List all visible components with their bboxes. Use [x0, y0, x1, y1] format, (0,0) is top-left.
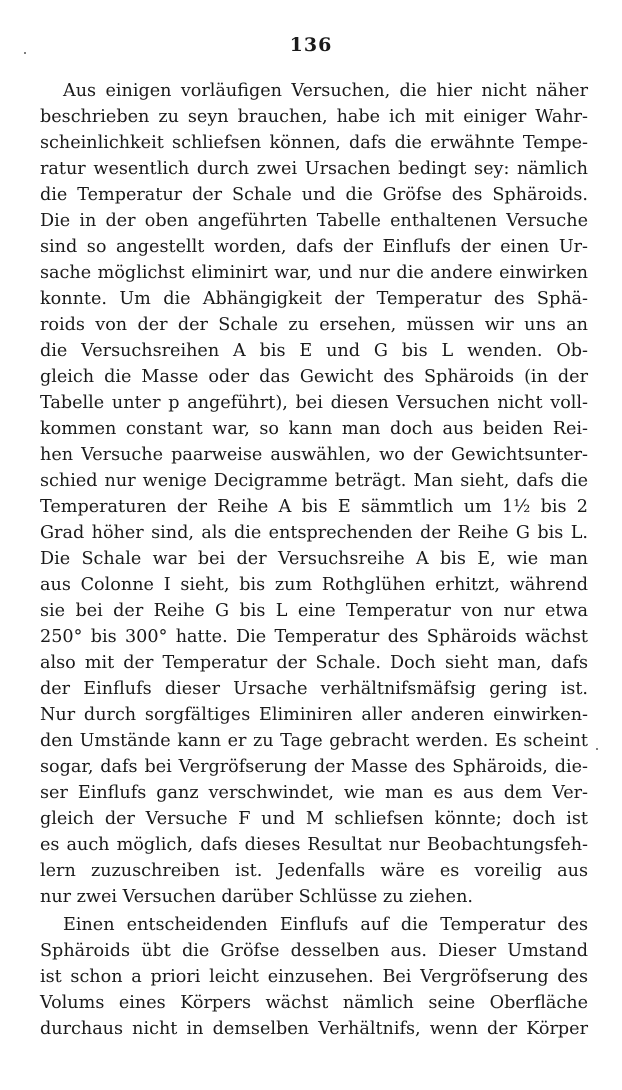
text-line: Temperaturen der Reihe A bis E sämmtlich um 1½ bis 2 [40, 497, 588, 517]
text-line: Sphäroids übt die Gröfse desselben aus. Dieser Umstand [40, 941, 588, 961]
text-line: konnte. Um die Abhängigkeit der Temperatur des Sphä- [40, 289, 588, 309]
text-line: die Temperatur der Schale und die Gröfse des Sphäroids. [40, 185, 588, 205]
text-line: roids von der der Schale zu ersehen, müssen wir uns an [40, 315, 588, 335]
text-line: beschrieben zu seyn brauchen, habe ich mit einiger Wahr- [40, 107, 588, 127]
page-number: 136 [289, 34, 333, 56]
text-line: Aus einigen vorläufigen Versuchen, die hier nicht näher [63, 81, 588, 101]
text-line: kommen constant war, so kann man doch aus beiden Rei- [40, 419, 588, 439]
text-line: sache möglichst eliminirt war, und nur die andere einwirken [40, 263, 588, 283]
text-line: Die in der oben angeführten Tabelle enthaltenen Versuche [40, 211, 588, 231]
print-speck [596, 748, 598, 750]
text-line: gleich der Versuche F und M schliefsen könnte; doch ist [40, 809, 588, 829]
text-line: aus Colonne I sieht, bis zum Rothglühen erhitzt, während [40, 575, 588, 595]
text-line: sie bei der Reihe G bis L eine Temperatur von nur etwa [40, 601, 588, 621]
text-line: der Einflufs dieser Ursache verhältnifsmäfsig gering ist. [40, 679, 588, 699]
text-line: Die Schale war bei der Versuchsreihe A bis E, wie man [40, 549, 588, 569]
text-line: Tabelle unter p angeführt), bei diesen Versuchen nicht voll- [40, 393, 588, 413]
text-line: Einen entscheidenden Einflufs auf die Temperatur des [63, 915, 588, 935]
text-line: 250° bis 300° hatte. Die Temperatur des Sphäroids wächst [40, 627, 588, 647]
text-line: hen Versuche paarweise auswählen, wo der Gewichtsunter- [40, 445, 588, 465]
text-line: lern zuzuschreiben ist. Jedenfalls wäre es voreilig aus [40, 861, 588, 881]
paragraph-2 [40, 912, 588, 1042]
text-line: den Umstände kann er zu Tage gebracht werden. Es scheint [40, 731, 588, 751]
body-text [40, 78, 588, 1042]
text-line: Volums eines Körpers wächst nämlich seine Oberfläche [40, 993, 588, 1013]
paragraph-1 [40, 78, 588, 910]
text-line: schied nur wenige Decigramme beträgt. Man sieht, dafs die [40, 471, 588, 491]
text-line: Nur durch sorgfältiges Eliminiren aller anderen einwirken- [40, 705, 588, 725]
text-line: ratur wesentlich durch zwei Ursachen bedingt sey: nämlich [40, 159, 588, 179]
text-line: also mit der Temperatur der Schale. Doch sieht man, dafs [40, 653, 588, 673]
text-line: gleich die Masse oder das Gewicht des Sphäroids (in der [40, 367, 588, 387]
text-line: nur zwei Versuchen darüber Schlüsse zu ziehen. [40, 887, 474, 907]
text-line: Grad höher sind, als die entsprechenden der Reihe G bis L. [40, 523, 588, 543]
text-line: es auch möglich, dafs dieses Resultat nur Beobachtungsfeh- [40, 835, 588, 855]
print-speck [24, 52, 26, 54]
text-line: scheinlichkeit schliefsen können, dafs die erwähnte Tempe- [40, 133, 588, 153]
text-line: sind so angestellt worden, dafs der Einflufs der einen Ur- [40, 237, 588, 257]
text-line: die Versuchsreihen A bis E und G bis L wenden. Ob- [40, 341, 588, 361]
text-line: sogar, dafs bei Vergröfserung der Masse des Sphäroids, die- [40, 757, 588, 777]
text-line: ser Einflufs ganz verschwindet, wie man es aus dem Ver- [40, 783, 588, 803]
text-line: durchaus nicht in demselben Verhältnifs, wenn der Körper [40, 1019, 588, 1039]
text-line: ist schon a priori leicht einzusehen. Bei Vergröfserung des [40, 967, 588, 987]
